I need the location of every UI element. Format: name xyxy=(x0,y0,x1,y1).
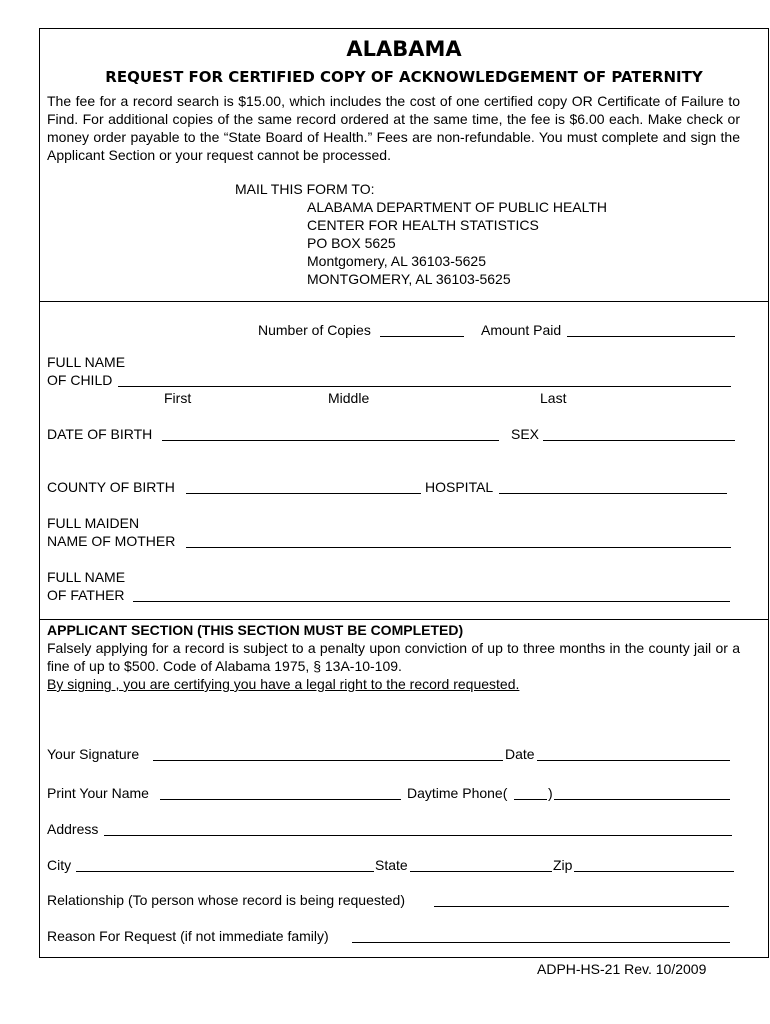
amount-paid-field[interactable] xyxy=(567,336,735,337)
reason-label: Reason For Request (if not immediate family) xyxy=(47,928,329,944)
father-name-field[interactable] xyxy=(133,601,730,602)
date-field[interactable] xyxy=(537,760,730,761)
mother-name-label: FULL MAIDEN xyxy=(47,515,140,531)
fee-instructions: The fee for a record search is $15.00, which includes the cost of one certified copy OR Certificate of Failure to Find. For additional copies of the same record ordered at the same time, the fee is $6.00 each. Make check or money order payable to the “State Board of Health.” Fees are non-refundable. You must complete and sign the Applicant Section or your request cannot be processed. xyxy=(47,93,740,163)
section-divider xyxy=(40,301,768,302)
state-field[interactable] xyxy=(410,871,552,872)
county-label: COUNTY OF BIRTH xyxy=(47,479,175,495)
mail-to-label: MAIL THIS FORM TO: xyxy=(235,181,375,197)
applicant-heading: APPLICANT SECTION (THIS SECTION MUST BE COMPLETED) xyxy=(47,622,464,638)
phone-field[interactable] xyxy=(554,799,730,800)
child-name-field[interactable] xyxy=(118,386,731,387)
date-label: Date xyxy=(505,746,535,762)
last-caption: Last xyxy=(540,390,567,406)
relationship-field[interactable] xyxy=(434,906,729,907)
mail-address-line: Montgomery, AL 36103-5625 xyxy=(307,253,487,269)
child-name-label: FULL NAME xyxy=(47,354,126,370)
print-name-label: Print Your Name xyxy=(47,785,149,801)
hospital-label: HOSPITAL xyxy=(425,479,494,495)
signature-label: Your Signature xyxy=(47,746,140,762)
relationship-label: Relationship (To person whose record is being requested) xyxy=(47,892,405,908)
signature-field[interactable] xyxy=(153,760,503,761)
copies-field[interactable] xyxy=(380,336,464,337)
city-field[interactable] xyxy=(76,871,374,872)
form-number: ADPH-HS-21 Rev. 10/2009 xyxy=(537,961,707,977)
print-name-field[interactable] xyxy=(160,799,401,800)
mother-name-label: NAME OF MOTHER xyxy=(47,533,176,549)
state-label: State xyxy=(375,857,408,873)
phone-label: Daytime Phone( xyxy=(407,785,508,801)
dob-field[interactable] xyxy=(162,440,499,441)
mail-address-line: MONTGOMERY, AL 36103-5625 xyxy=(307,271,511,287)
amount-paid-label: Amount Paid xyxy=(481,322,562,338)
city-label: City xyxy=(47,857,72,873)
father-name-label: FULL NAME xyxy=(47,569,126,585)
certify-statement: By signing , you are certifying you have a legal right to the record requested. xyxy=(47,676,520,692)
mail-address-line: ALABAMA DEPARTMENT OF PUBLIC HEALTH xyxy=(307,199,608,215)
mail-address-line: CENTER FOR HEALTH STATISTICS xyxy=(307,217,539,233)
dob-label: DATE OF BIRTH xyxy=(47,426,153,442)
mail-address-line: PO BOX 5625 xyxy=(307,235,396,251)
phone-area-code-field[interactable] xyxy=(514,799,547,800)
reason-field[interactable] xyxy=(352,942,730,943)
sex-field[interactable] xyxy=(543,440,735,441)
hospital-field[interactable] xyxy=(499,493,727,494)
zip-field[interactable] xyxy=(574,871,734,872)
mother-name-field[interactable] xyxy=(186,547,731,548)
form-page xyxy=(39,28,769,958)
first-caption: First xyxy=(164,390,192,406)
county-field[interactable] xyxy=(186,493,421,494)
sex-label: SEX xyxy=(511,426,540,442)
father-name-label: OF FATHER xyxy=(47,587,125,603)
phone-close-paren: ) xyxy=(548,785,553,801)
zip-label: Zip xyxy=(553,857,573,873)
child-name-label: OF CHILD xyxy=(47,372,113,388)
form-title: REQUEST FOR CERTIFIED COPY OF ACKNOWLEDGEMENT OF PATERNITY xyxy=(105,68,703,86)
address-field[interactable] xyxy=(104,835,732,836)
penalty-warning: Falsely applying for a record is subject to a penalty upon conviction of up to three months in the county jail or a fine of up to $500. Code of Alabama 1975, § 13A-10-109. xyxy=(47,640,740,674)
state-title: ALABAMA xyxy=(346,37,462,61)
copies-label: Number of Copies xyxy=(258,322,371,338)
middle-caption: Middle xyxy=(328,390,370,406)
address-label: Address xyxy=(47,821,99,837)
section-divider xyxy=(40,619,768,620)
